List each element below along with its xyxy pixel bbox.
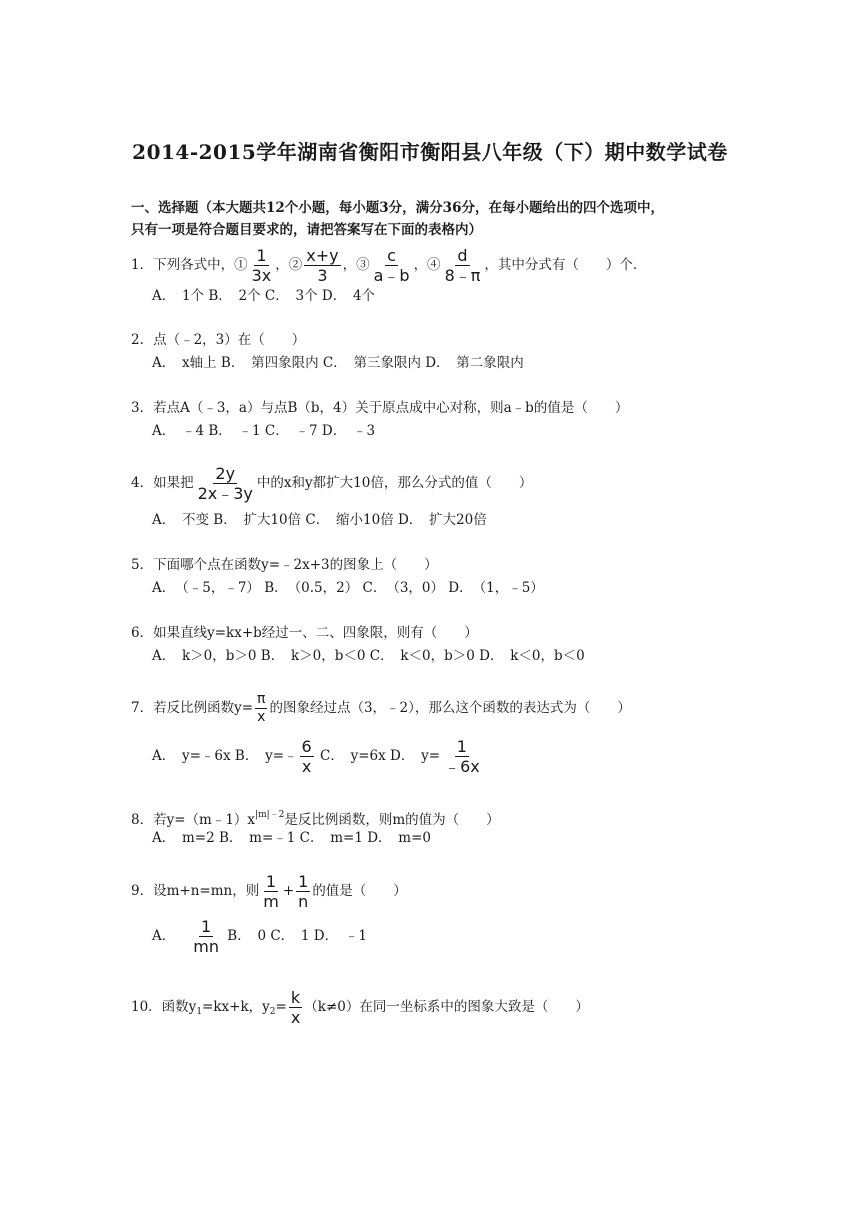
q7-fd-den: ﹣6x: [444, 757, 480, 776]
q7-options-ab: A． y=﹣6x B． y=﹣: [152, 748, 298, 764]
q1-f2-den: 3: [317, 266, 328, 285]
q7-fraction: [255, 691, 267, 726]
q1-fraction-2: [304, 246, 340, 285]
q10-f-den: x: [290, 1008, 301, 1027]
q1-f4-num: d: [457, 246, 468, 265]
q1-f2-num: x+y: [306, 246, 339, 265]
q9-prefix: 9．设m+n=mn，则: [131, 883, 260, 899]
q1-f1-num: 1: [256, 246, 267, 265]
q7-option-d-fraction: [442, 737, 482, 776]
q9-options-rest: B． 0 C． 1 D． ﹣1: [227, 928, 367, 944]
page-title: 2014-2015学年湖南省衡阳市衡阳县八年级（下）期中数学试卷: [132, 140, 728, 164]
q1-sep-4: ，④: [413, 257, 441, 273]
q8-stem-a: 8．若y=（m﹣1）x: [131, 812, 256, 828]
section-heading: [131, 197, 741, 241]
q9-plus: +: [282, 883, 295, 899]
q7-fd-num: 1: [456, 737, 467, 756]
q10-sub-2: 2: [269, 1007, 276, 1017]
question-5: 5．下面哪个点在函数y=﹣2x+3的图象上（ ）: [131, 557, 438, 573]
q9-fraction-1: [261, 872, 281, 911]
q9-options: [152, 917, 367, 956]
q4-f-den: 2x﹣3y: [197, 484, 253, 503]
q6-options: A． k＞0，b＞0 B． k＞0，b＜0 C． k＜0，b＞0 D． k＜0，b＜0: [152, 648, 585, 664]
q7-fb-den: x: [301, 757, 312, 776]
q9-f2-num: 1: [298, 872, 309, 891]
q10-f-num: k: [290, 988, 301, 1007]
q10-part-d: （k≠0）在同一坐标系中的图象大致是（ ）: [304, 999, 589, 1015]
q1-fraction-1: [250, 246, 274, 285]
q4-f-num: 2y: [215, 464, 236, 483]
question-3: 3．若点A（﹣3，a）与点B（b，4）关于原点成中心对称，则a﹣b的值是（ ）: [131, 400, 629, 416]
q3-options: A． ﹣4 B． ﹣1 C． ﹣7 D． ﹣3: [152, 423, 376, 439]
q1-fraction-3: [372, 246, 412, 285]
q7-suffix: 的图象经过点（3，﹣2），那么这个函数的表达式为（ ）: [269, 700, 631, 716]
q1-f1-den: 3x: [251, 266, 272, 285]
section-heading-line1: 一、选择题（本大题共12个小题，每小题3分，满分36分，在每小题给出的四个选项中，: [131, 200, 664, 216]
q9-f2-den: n: [298, 892, 309, 911]
q10-part-a: 10．函数y: [131, 999, 197, 1015]
q4-options: A． 不变 B． 扩大10倍 C． 缩小10倍 D． 扩大20倍: [152, 512, 487, 528]
q1-prefix: 1．下列各式中，①: [131, 257, 248, 273]
q2-options: A． x轴上 B． 第四象限内 C． 第三象限内 D． 第二象限内: [152, 355, 524, 371]
question-9: [131, 872, 407, 911]
q9-option-a-fraction: [191, 917, 221, 956]
q1-fraction-4: [443, 246, 483, 285]
q4-prefix: 4．如果把: [131, 475, 194, 491]
q1-f4-den: 8﹣π: [444, 266, 481, 285]
q1-f3-num: c: [387, 246, 396, 265]
q9-suffix: 的值是（ ）: [312, 883, 407, 899]
q7-options-cd: C． y=6x D． y=: [315, 748, 441, 764]
q7-f-num: π: [257, 691, 266, 707]
q10-part-c: =: [275, 999, 287, 1015]
question-7: [131, 691, 631, 726]
question-1: [131, 246, 646, 285]
question-6: 6．如果直线y=kx+b经过一、二、四象限，则有（ ）: [131, 625, 478, 641]
q1-sep-2: ，②: [275, 257, 303, 273]
q9-fraction-2: [296, 872, 310, 911]
q1-suffix: ，其中分式有（ ）个．: [484, 257, 647, 273]
q7-option-b-fraction: [300, 737, 314, 776]
q9-fa-num: 1: [201, 917, 212, 936]
q9-f1-num: 1: [265, 872, 277, 891]
q4-fraction: [196, 464, 255, 503]
q7-options: [152, 737, 484, 776]
q10-part-b: =kx+k，y: [202, 999, 270, 1015]
question-4: [131, 464, 532, 503]
q10-fraction: [289, 988, 302, 1027]
q10-sub-1: 1: [196, 1007, 203, 1017]
q8-exponent: |m|﹣2: [255, 810, 285, 820]
q1-sep-3: ，③: [342, 257, 370, 273]
q7-fb-num: 6: [301, 737, 312, 756]
question-2: 2．点（﹣2，3）在（ ）: [131, 332, 306, 348]
q8-stem-b: 是反比例函数，则m的值为（ ）: [284, 812, 500, 828]
section-heading-line2: 只有一项是符合题目要求的，请把答案写在下面的表格内）: [131, 222, 482, 238]
q1-options: A． 1个 B． 2个 C． 3个 D． 4个: [152, 288, 376, 304]
q1-f3-den: a﹣b: [373, 266, 410, 285]
q7-f-den: x: [257, 709, 266, 725]
q9-fa-den: mn: [193, 937, 219, 956]
q8-options: A． m=2 B． m=﹣1 C． m=1 D． m=0: [152, 830, 432, 846]
q4-suffix: 中的x和y都扩大10倍，那么分式的值（ ）: [256, 475, 533, 491]
q7-prefix: 7．若反比例函数y=: [131, 700, 254, 716]
q5-options: A． （﹣5，﹣7） B． （0.5，2） C． （3，0） D． （1，﹣5）: [152, 580, 544, 596]
question-10: [131, 988, 589, 1027]
q9-f1-den: m: [263, 892, 279, 911]
q9-option-a-label: A．: [152, 928, 176, 944]
